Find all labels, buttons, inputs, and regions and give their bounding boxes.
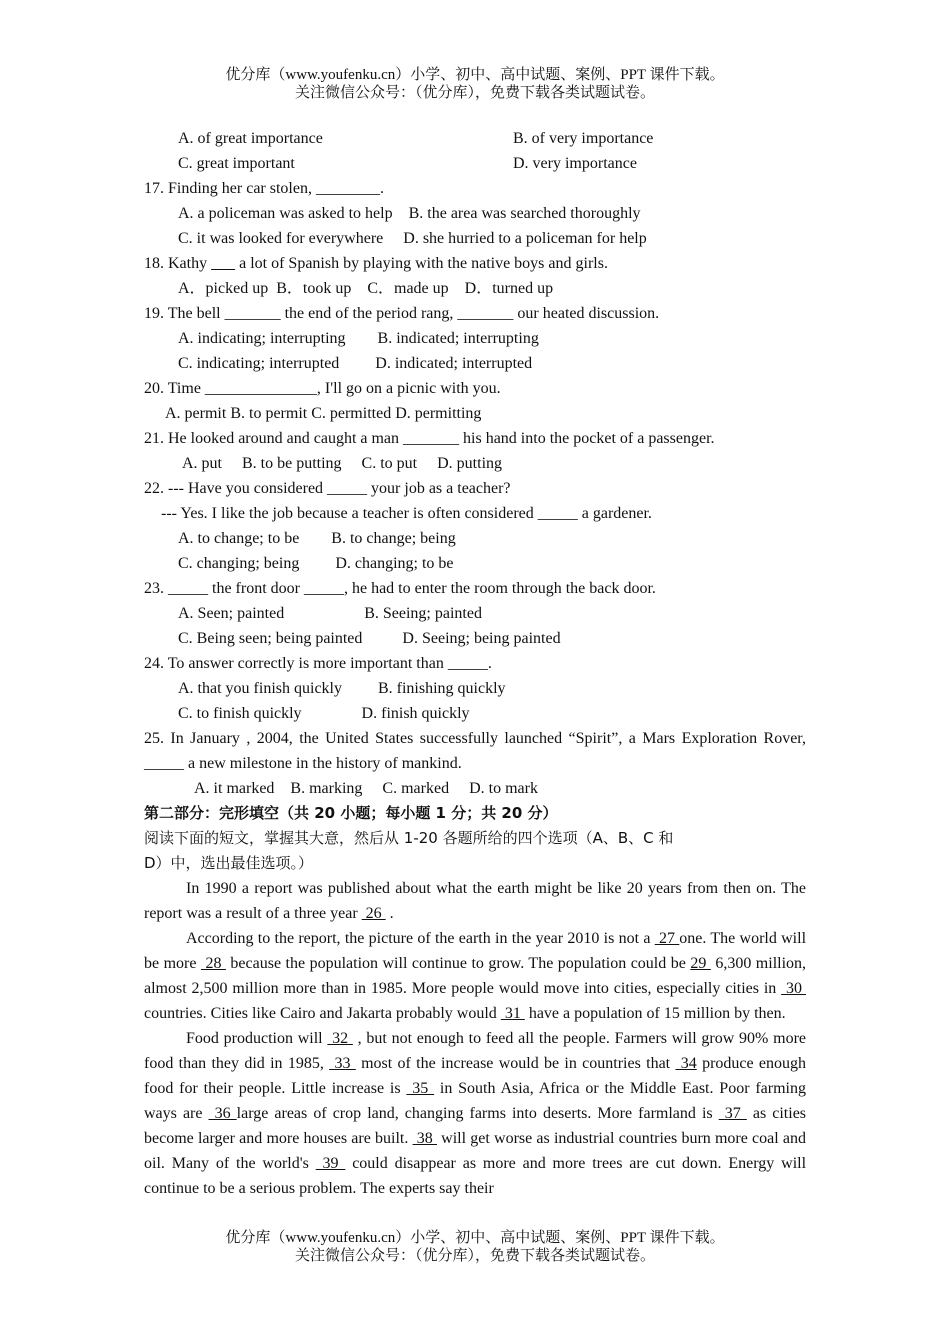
q16-option-c: C. great important bbox=[178, 155, 295, 172]
passage-text: because the population will continue to grow. The population could be bbox=[225, 955, 691, 972]
q17-options-row2: C. it was looked for everywhere D. she hurried to a policeman for help bbox=[178, 230, 647, 247]
q25-options: A. it marked B. marking C. marked D. to mark bbox=[194, 780, 538, 797]
blank-28: 28 bbox=[200, 955, 226, 972]
passage-text: in South Asia, Africa or the Middle East. Poor farming ways are bbox=[144, 1080, 807, 1122]
q20-stem: 20. Time ______________, I'll go on a picnic with you. bbox=[144, 380, 501, 397]
q21-stem: 21. He looked around and caught a man _______ his hand into the pocket of a passenger. bbox=[144, 430, 715, 447]
page-footer bbox=[0, 1229, 950, 1265]
passage-text: In 1990 a report was published about what the earth might be like 20 years from then on. The report was a result of a three year bbox=[144, 880, 806, 922]
q17-options-row1: A. a policeman was asked to help B. the area was searched thoroughly bbox=[178, 205, 641, 222]
footer-line-2: 关注微信公众号：（优分库），免费下载各类试题试卷。 bbox=[294, 1248, 655, 1264]
q23-options-row1: A. Seen; painted B. Seeing; painted bbox=[178, 605, 482, 622]
blank-38: 38 bbox=[412, 1130, 437, 1147]
q16-option-a: A. of great importance bbox=[178, 130, 323, 147]
exam-content bbox=[144, 126, 806, 1201]
q19-stem: 19. The bell _______ the end of the period rang, _______ our heated discussion. bbox=[144, 305, 660, 322]
page-header bbox=[0, 66, 950, 102]
q16-options-row1 bbox=[144, 126, 806, 151]
footer-line-1: 优分库（www.youfenku.cn）小学、初中、高中试题、案例、PPT 课件下载。 bbox=[225, 1230, 725, 1246]
q24-stem: 24. To answer correctly is more important than _____. bbox=[144, 655, 492, 672]
q25-stem: 25. In January , 2004, the United States successfully launched “Spirit”, a Mars Exploration Rover, _____ a new milestone in the history of mankind. bbox=[144, 730, 806, 772]
blank-34: 34 bbox=[675, 1055, 697, 1072]
header-line-1: 优分库（www.youfenku.cn）小学、初中、高中试题、案例、PPT 课件下载。 bbox=[225, 67, 725, 83]
q18-stem-end: a lot of Spanish by playing with the native boys and girls. bbox=[235, 255, 608, 272]
passage-text: 6,300 million, almost 2,500 million more than in 1985. More people would move into cities, especially cities in bbox=[144, 955, 807, 997]
q23-stem: 23. _____ the front door _____, he had to enter the room through the back door. bbox=[144, 580, 656, 597]
part2-instruction-line2: D）中，选出最佳选项。） bbox=[144, 854, 314, 872]
blank-31: 31 bbox=[500, 1005, 525, 1022]
part2-title: 第二部分：完形填空（共 20 小题；每小题 1 分；共 20 分） bbox=[144, 804, 558, 822]
q17-stem: 17. Finding her car stolen, ________. bbox=[144, 180, 384, 197]
passage-text: According to the report, the picture of the earth in the year 2010 is not a bbox=[186, 930, 655, 947]
q22-stem: 22. --- Have you considered _____ your job as a teacher? bbox=[144, 480, 511, 497]
q24-options-row1: A. that you finish quickly B. finishing quickly bbox=[178, 680, 506, 697]
passage-text: as cities become larger and more houses are built. bbox=[144, 1105, 807, 1147]
passage-text: . bbox=[385, 905, 394, 922]
blank-36: 36 bbox=[208, 1105, 237, 1122]
passage-text: countries. Cities like Cairo and Jakarta probably would bbox=[144, 1005, 501, 1022]
part2-instruction-line1: 阅读下面的短文，掌握其大意，然后从 1-20 各题所给的四个选项（A、B、C 和 bbox=[144, 829, 674, 847]
q16-option-b: B. of very importance bbox=[513, 130, 654, 147]
q22-options-row2: C. changing; being D. changing; to be bbox=[178, 555, 454, 572]
q16-option-d: D. very importance bbox=[513, 155, 637, 172]
q19-options-row1: A. indicating; interrupting B. indicated; interrupting bbox=[178, 330, 539, 347]
passage-text: could disappear as more and more trees are cut down. Energy will continue to be a serious problem. The experts say their bbox=[144, 1155, 807, 1197]
blank-30: 30 bbox=[781, 980, 806, 997]
q23-options-row2: C. Being seen; being painted D. Seeing; being painted bbox=[178, 630, 561, 647]
passage-text: will get worse as industrial countries burn more coal and oil. Many of the world's bbox=[144, 1130, 807, 1172]
blank-35: 35 bbox=[406, 1080, 435, 1097]
blank-32: 32 bbox=[327, 1030, 353, 1047]
blank-27: 27 bbox=[654, 930, 680, 947]
passage-text: one. The world will be more bbox=[144, 930, 807, 972]
q24-options-row2: C. to finish quickly D. finish quickly bbox=[178, 705, 470, 722]
q18-blank bbox=[211, 255, 235, 272]
blank-26: 26 bbox=[361, 905, 386, 922]
q18-options: A．picked up B．took up C．made up D．turned up bbox=[178, 280, 554, 297]
passage-paragraph-2 bbox=[144, 926, 806, 1026]
blank-39: 39 bbox=[315, 1155, 346, 1172]
q18-stem-start: 18. Kathy bbox=[144, 255, 212, 272]
q20-options: A. permit B. to permit C. permitted D. permitting bbox=[165, 405, 482, 422]
passage-text: Food production will bbox=[186, 1030, 328, 1047]
q18-stem bbox=[144, 251, 806, 276]
blank-33: 33 bbox=[329, 1055, 356, 1072]
passage-text: , but not enough to feed all the people. Farmers will grow 90% more food than they did in 1985, bbox=[144, 1030, 807, 1072]
passage-text: have a population of 15 million by then. bbox=[524, 1005, 786, 1022]
passage-text: large areas of crop land, changing farms into deserts. More farmland is bbox=[236, 1105, 719, 1122]
header-line-2: 关注微信公众号：（优分库），免费下载各类试题试卷。 bbox=[294, 85, 655, 101]
q19-options-row2: C. indicating; interrupted D. indicated; interrupted bbox=[178, 355, 533, 372]
q16-options-row2 bbox=[144, 151, 806, 176]
q22-options-row1: A. to change; to be B. to change; being bbox=[178, 530, 456, 547]
q21-options: A. put B. to be putting C. to put D. putting bbox=[182, 455, 503, 472]
blank-37: 37 bbox=[718, 1105, 747, 1122]
passage-text: produce enough food for their people. Little increase is bbox=[144, 1055, 807, 1097]
passage-paragraph-3 bbox=[144, 1026, 806, 1201]
q22-stem-line2: --- Yes. I like the job because a teacher is often considered _____ a gardener. bbox=[161, 505, 652, 522]
passage-text: most of the increase would be in countries that bbox=[355, 1055, 676, 1072]
blank-29: 29 bbox=[690, 955, 711, 972]
passage-paragraph-1 bbox=[144, 876, 806, 926]
